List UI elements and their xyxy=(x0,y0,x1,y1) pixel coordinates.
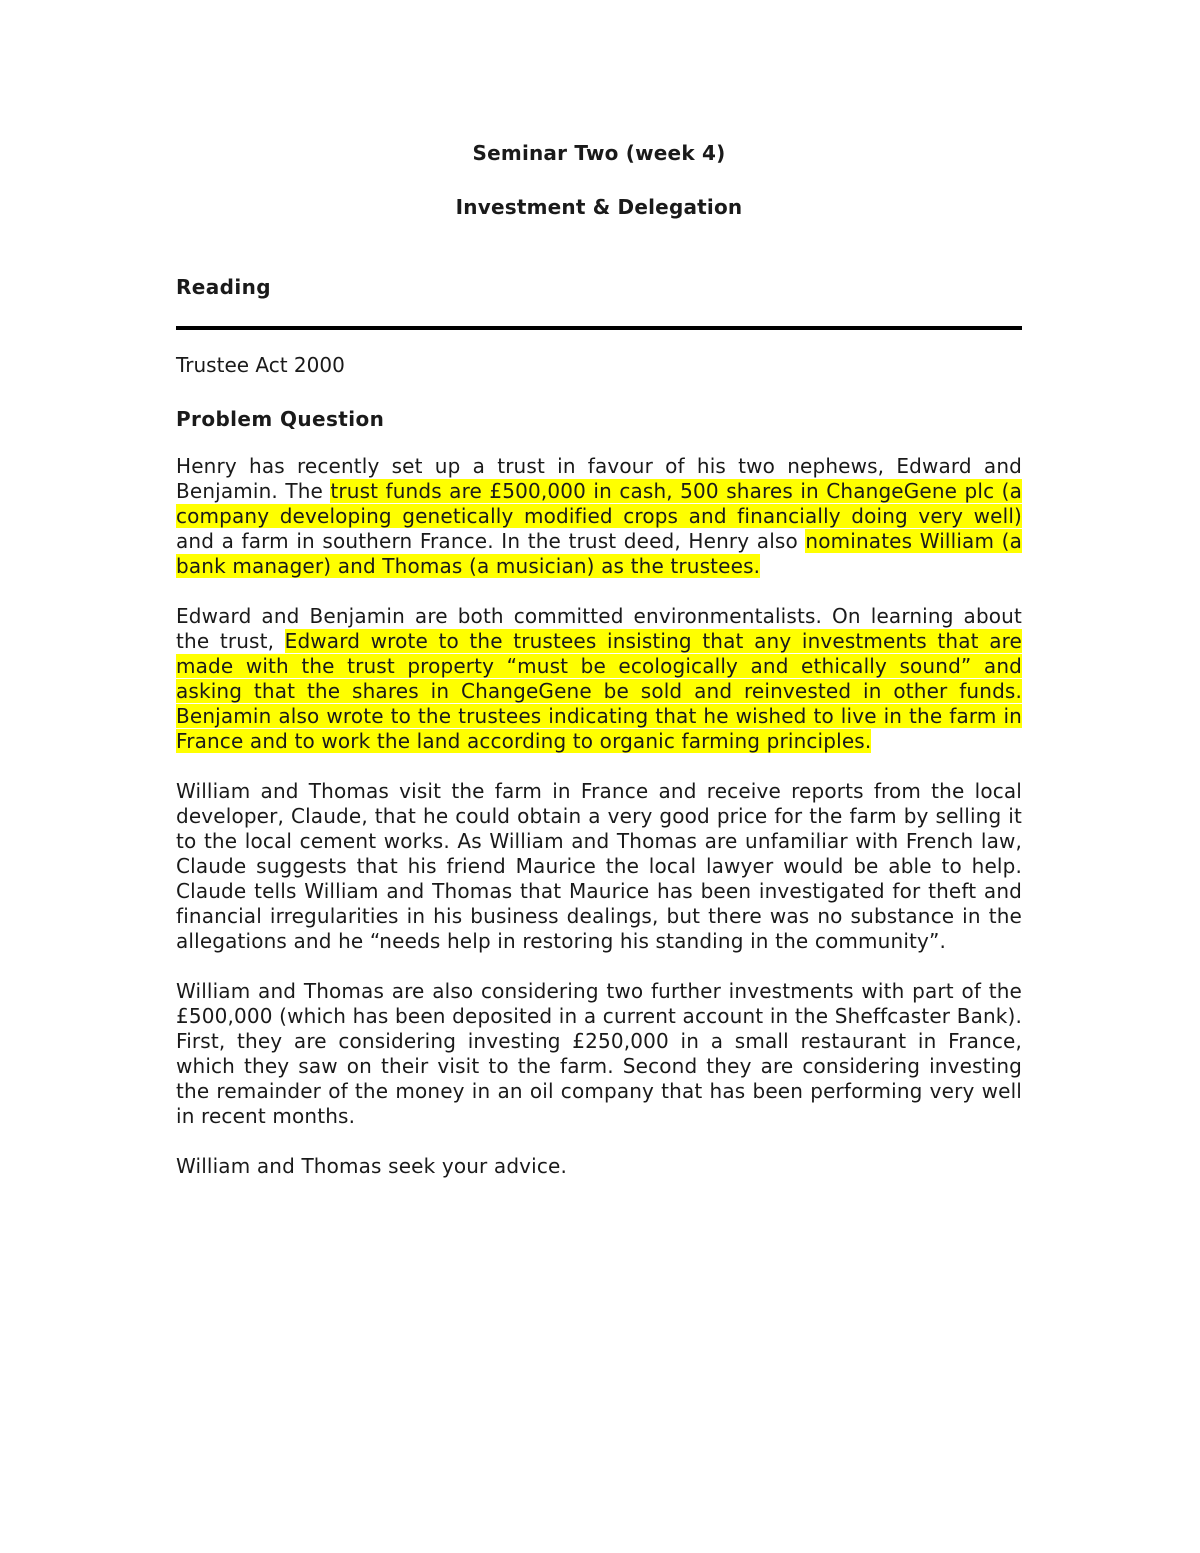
paragraph-1 xyxy=(176,454,1022,579)
paragraph-1-text-b: and a farm in southern France. In the trust deed, Henry also xyxy=(176,529,806,553)
paragraph-5: William and Thomas seek your advice. xyxy=(176,1154,567,1178)
paragraph-2-text-a: Edward and Benjamin are both committed environmentalists. On learning about the trust, xyxy=(176,604,1022,653)
problem-heading: Problem Question xyxy=(176,407,385,431)
document-title: Seminar Two (week 4) xyxy=(472,141,726,165)
paragraph-2 xyxy=(176,604,1022,754)
paragraph-3: William and Thomas visit the farm in France and receive reports from the local developer, Claude, that he could obtain a very good price for the farm by selling it to the local cement works. As William and Thomas are unfamiliar with French law, Claude suggests that his friend Maurice the local lawyer would be able to help. Claude tells William and Thomas that Maurice has been investigated for theft and financial irregularities in his business dealings, but there was no substance in the allegations and he “needs help in restoring his standing in the community”. xyxy=(176,779,1022,953)
reading-item: Trustee Act 2000 xyxy=(176,353,345,377)
document-body xyxy=(176,138,1022,1204)
paragraph-4: William and Thomas are also considering two further investments with part of the £500,000 (which has been deposited in a current account in the Sheffcaster Bank). First, they are considering investing £250,000 in a small restaurant in France, which they saw on their visit to the farm. Second they are considering investing the remainder of the money in an oil company that has been performing very well in recent months. xyxy=(176,979,1022,1128)
reading-heading: Reading xyxy=(176,275,271,299)
paragraph-1-highlight-a: trust funds are £500,000 in cash, 500 shares in ChangeGene plc (a company developing genetically modified crops and financially doing very well) xyxy=(176,479,1022,528)
paragraph-2-highlight-a: Edward wrote to the trustees insisting that any investments that are made with the trust property “must be ecologically and ethically sound” and asking that the shares in ChangeGene be sold and reinvested in other funds. Benjamin also wrote to the trustees indicating that he wished to live in the farm in France and to work the land according to organic farming principles. xyxy=(176,629,1023,753)
paragraph-1-text-a: Henry has recently set up a trust in favour of his two nephews, Edward and Benjamin. The xyxy=(176,454,1022,503)
document-subtitle: Investment & Delegation xyxy=(455,195,743,219)
paragraph-1-highlight-b: nominates William (a bank manager) and Thomas (a musician) as the trustees. xyxy=(176,529,1022,578)
horizontal-rule xyxy=(176,326,1022,330)
